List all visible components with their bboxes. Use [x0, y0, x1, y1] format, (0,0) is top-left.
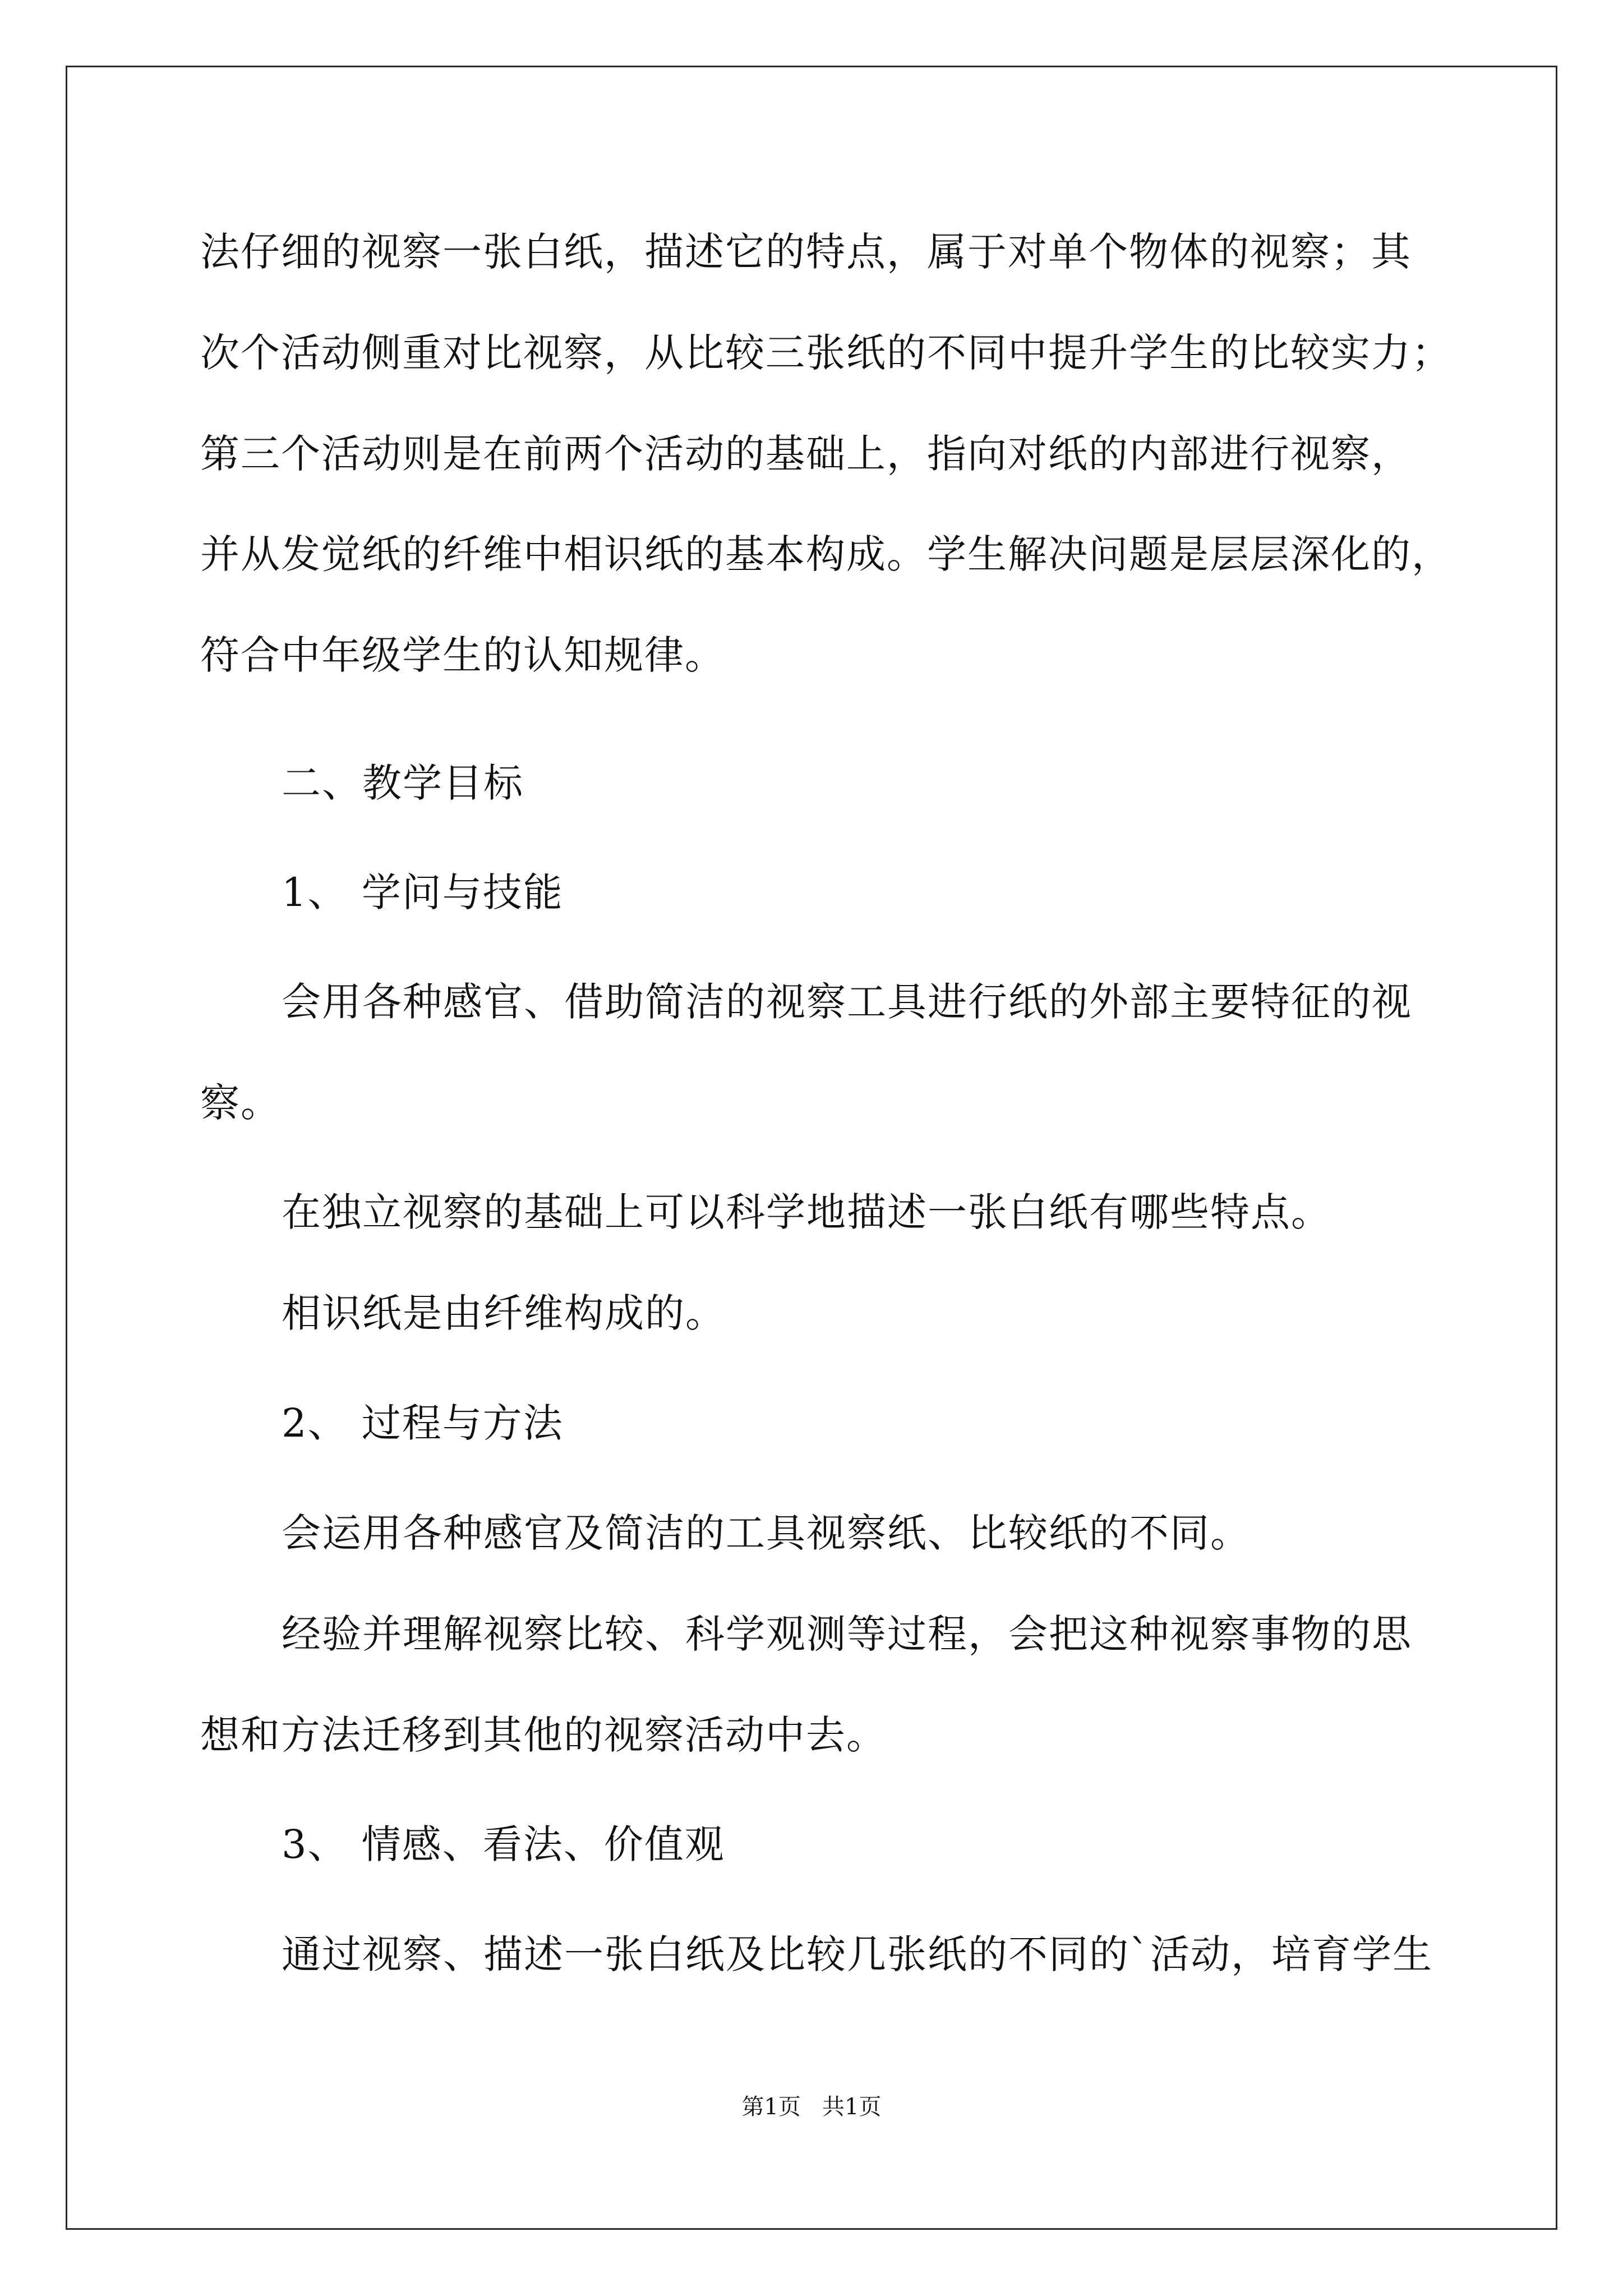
- paragraph-line-5: 符合中年级学生的认知规律。: [200, 632, 725, 678]
- paragraph-line-11: 经验并理解视察比较、科学观测等过程，会把这种视察事物的思: [282, 1611, 1412, 1657]
- paragraph-line-7: 察。: [200, 1080, 281, 1126]
- section-heading-teaching-goals: 二、教学目标: [282, 760, 524, 806]
- page-border: [66, 66, 1557, 2230]
- paragraph-line-6: 会用各种感官、借助简洁的视察工具进行纸的外部主要特征的视: [282, 979, 1412, 1025]
- paragraph-line-1: 法仔细的视察一张白纸，描述它的特点，属于对单个物体的视察；其: [200, 229, 1412, 275]
- subheading-process-methods: 2、 过程与方法: [282, 1400, 564, 1446]
- paragraph-line-13: 通过视察、描述一张白纸及比较几张纸的不同的`活动，培育学生: [282, 1931, 1433, 1977]
- paragraph-line-9: 相识纸是由纤维构成的。: [282, 1290, 726, 1336]
- paragraph-line-3: 第三个活动则是在前两个活动的基础上，指向对纸的内部进行视察，: [200, 431, 1412, 477]
- paragraph-line-2: 次个活动侧重对比视察，从比较三张纸的不同中提升学生的比较实力；: [200, 330, 1452, 376]
- paragraph-line-10: 会运用各种感官及简洁的工具视察纸、比较纸的不同。: [282, 1510, 1251, 1556]
- paragraph-line-8: 在独立视察的基础上可以科学地描述一张白纸有哪些特点。: [282, 1189, 1331, 1235]
- subheading-emotion-values: 3、 情感、看法、价值观: [282, 1821, 725, 1867]
- paragraph-line-12: 想和方法迁移到其他的视察活动中去。: [200, 1712, 887, 1758]
- page-footer: 第1页 共1页: [741, 2094, 882, 2120]
- paragraph-line-4: 并从发觉纸的纤维中相识纸的基本构成。学生解决问题是层层深化的，: [200, 531, 1452, 577]
- subheading-knowledge-skills: 1、 学问与技能: [282, 869, 564, 915]
